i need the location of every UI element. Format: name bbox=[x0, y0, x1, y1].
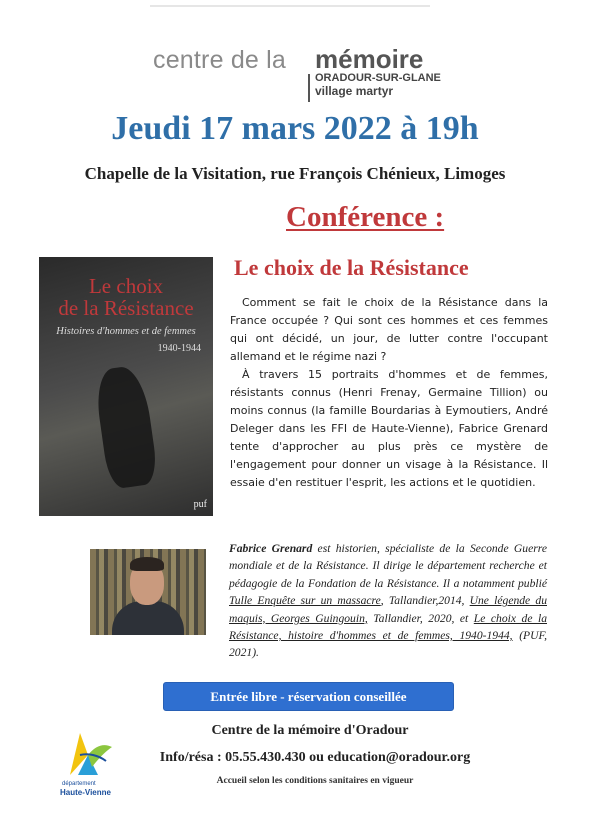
book-cover-shadow-figure bbox=[93, 364, 159, 490]
free-entry-banner: Entrée libre - réservation conseillée bbox=[163, 682, 454, 711]
logo-memoire-text: mémoire bbox=[315, 44, 424, 74]
logo-village-text: village martyr bbox=[315, 84, 394, 98]
event-date: Jeudi 17 mars 2022 à 19h bbox=[111, 110, 479, 147]
event-venue: Chapelle de la Visitation, rue François Chénieux, Limoges bbox=[84, 164, 506, 183]
sanitary-notice: Accueil selon les conditions sanitaires en vigueur bbox=[216, 776, 414, 786]
book-reference: Une légende du maquis, Georges Guingouin, bbox=[229, 594, 547, 625]
department-name: Haute-Vienne bbox=[60, 788, 111, 797]
book-cover-title: Le choix de la Résistance bbox=[58, 274, 194, 320]
logo-divider bbox=[308, 74, 310, 102]
conference-description bbox=[230, 294, 548, 492]
book-reference: Le choix de la Résistance, histoire d'hommes et de femmes, 1940-1944, bbox=[229, 611, 547, 643]
memorial-logo bbox=[153, 46, 453, 100]
book-cover bbox=[39, 257, 213, 516]
book-cover-subtitle: Histoires d'hommes et de femmes bbox=[56, 326, 196, 337]
top-divider bbox=[150, 5, 430, 7]
conference-heading: Conférence : bbox=[286, 201, 445, 233]
author-photo bbox=[90, 549, 206, 635]
contact-info: Info/résa : 05.55.430.430 ou education@oradour.org bbox=[159, 750, 471, 765]
logo-oradour-text: ORADOUR-SUR-GLANE bbox=[315, 72, 441, 84]
author-hair bbox=[130, 557, 164, 571]
description-paragraph: Comment se fait le choix de la Résistance dans la France occupée ? Qui sont ces hommes et ces femmes qui ont décidé, un jour, de lutter contre l'occupant allemand et le régime nazi ? bbox=[230, 296, 548, 363]
department-label: département bbox=[62, 781, 96, 787]
author-name: Fabrice Grenard bbox=[229, 542, 313, 555]
conference-title: Le choix de la Résistance bbox=[234, 255, 469, 280]
book-reference: Tulle Enquête sur un massacre bbox=[229, 594, 381, 608]
logo-centre-text: centre de la bbox=[153, 46, 287, 74]
book-cover-years: 1940-1944 bbox=[157, 343, 201, 354]
book-publisher: puf bbox=[193, 499, 207, 510]
author-bio: Fabrice Grenard est historien, spécialiste de la Seconde Guerre mondiale et de la Résistance. Il dirige le département recherche et pédagogie de la Fondation de la Résistance. Il a notamment publié Tulle Enquête sur un massacre, Tallandier,2014, Une légende du maquis, Georges Guingouin, Tallandier, 2020, et Le choix de la Résistance, histoire d'hommes et de femmes, 1940-1944, (PUF, 2021). bbox=[229, 542, 547, 660]
description-paragraph: À travers 15 portraits d'hommes et de femmes, résistants connus (Henri Frenay, Germaine Tillion) ou moins connus (la famille Bourdarias à Eymoutiers, André Deleger dans les FFI de Haute-Vienne), Fabrice Grenard tente d'approcher au plus près ce mystère de l'engagement pour donner un visage à la Résistance. Il essaie d'en restituer l'esprit, les actions et le quotidien. bbox=[230, 368, 548, 489]
organizer-name: Centre de la mémoire d'Oradour bbox=[211, 723, 409, 738]
